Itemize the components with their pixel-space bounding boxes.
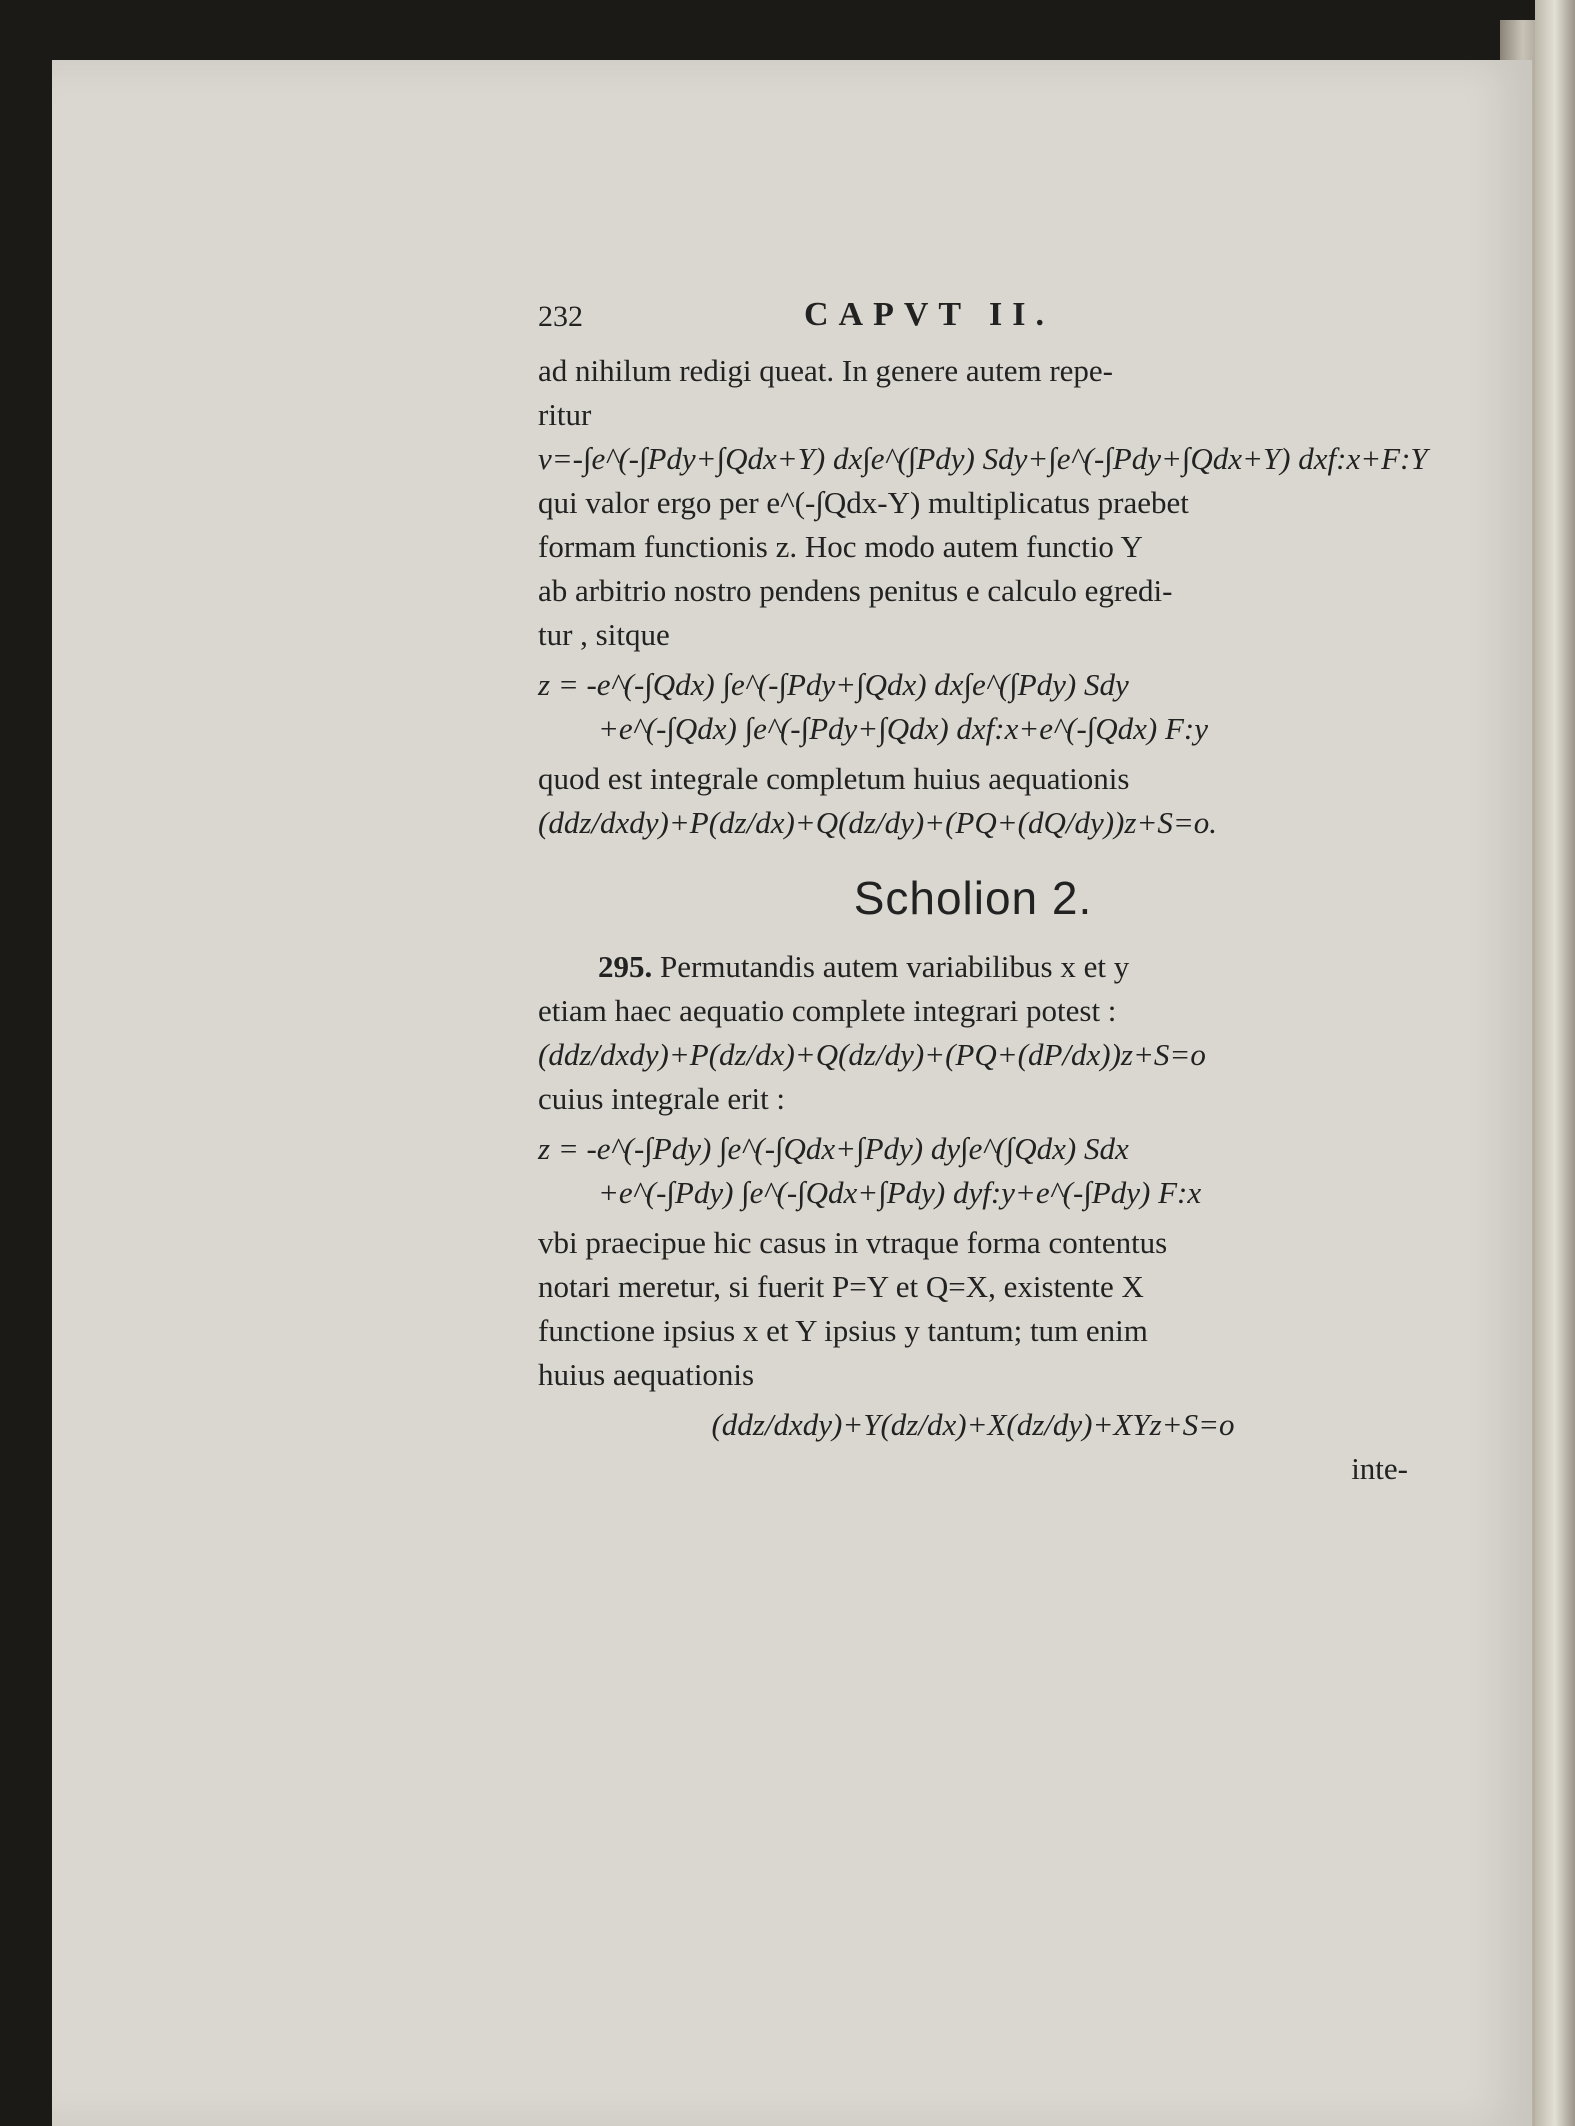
section-heading: Scholion 2. [853, 872, 1093, 924]
text-line: Permutandis autem variabilibus x et y [660, 949, 1130, 984]
paragraph-first-line [538, 945, 1408, 989]
running-head: CAPVT II. [804, 296, 1054, 333]
text-line: ad nihilum redigi queat. In genere autem repe- [538, 353, 1113, 388]
text-line: vbi praecipue hic casus in vtraque forma contentus [538, 1225, 1168, 1260]
equation-line: (ddz/dxdy)+Y(dz/dx)+X(dz/dy)+XYz+S=o [711, 1407, 1235, 1442]
text-line: quod est integrale completum huius aequationis [538, 761, 1130, 796]
page-text [538, 285, 1428, 1491]
text-line: functione ipsius x et Y ipsius y tantum; tum enim [538, 1313, 1148, 1348]
equation-line: (ddz/dxdy)+P(dz/dx)+Q(dz/dy)+(PQ+(dQ/dy))z+S=o. [538, 805, 1218, 840]
formula-line: z = -e^(-∫Qdx) ∫e^(-∫Pdy+∫Qdx) dx∫e^(∫Pdy) Sdy [538, 667, 1129, 702]
page-number: 232 [538, 300, 583, 333]
formula-line: +e^(-∫Pdy) ∫e^(-∫Qdx+∫Pdy) dyf:y+e^(-∫Pdy) F:x [598, 1175, 1202, 1210]
page-header [538, 285, 1408, 349]
text-line: tur , sitque [538, 617, 670, 652]
equation-line: (ddz/dxdy)+P(dz/dx)+Q(dz/dy)+(PQ+(dP/dx))z+S=o [538, 1037, 1206, 1072]
text-line: ritur [538, 397, 592, 432]
formula-line: v=-∫e^(-∫Pdy+∫Qdx+Y) dx∫e^(∫Pdy) Sdy+∫e^(-∫Pdy+∫Qdx+Y) dxf:x+F:Y [538, 441, 1428, 476]
text-line: cuius integrale erit : [538, 1081, 786, 1116]
page-edges [1535, 0, 1575, 2126]
formula-line: z = -e^(-∫Pdy) ∫e^(-∫Qdx+∫Pdy) dy∫e^(∫Qdx) Sdx [538, 1131, 1129, 1166]
text-line: notari meretur, si fuerit P=Y et Q=X, existente X [538, 1269, 1144, 1304]
text-line: ab arbitrio nostro pendens penitus e calculo egredi- [538, 573, 1173, 608]
text-line: qui valor ergo per e^(-∫Qdx-Y) multiplicatus praebet [538, 485, 1189, 520]
text-line: huius aequationis [538, 1357, 755, 1392]
text-line: formam functionis z. Hoc modo autem functio Y [538, 529, 1143, 564]
paragraph-number: 295. [598, 949, 653, 984]
catchword: inte- [1351, 1451, 1408, 1486]
formula-line: +e^(-∫Qdx) ∫e^(-∫Pdy+∫Qdx) dxf:x+e^(-∫Qdx) F:y [598, 711, 1208, 746]
text-line: etiam haec aequatio complete integrari potest : [538, 993, 1117, 1028]
